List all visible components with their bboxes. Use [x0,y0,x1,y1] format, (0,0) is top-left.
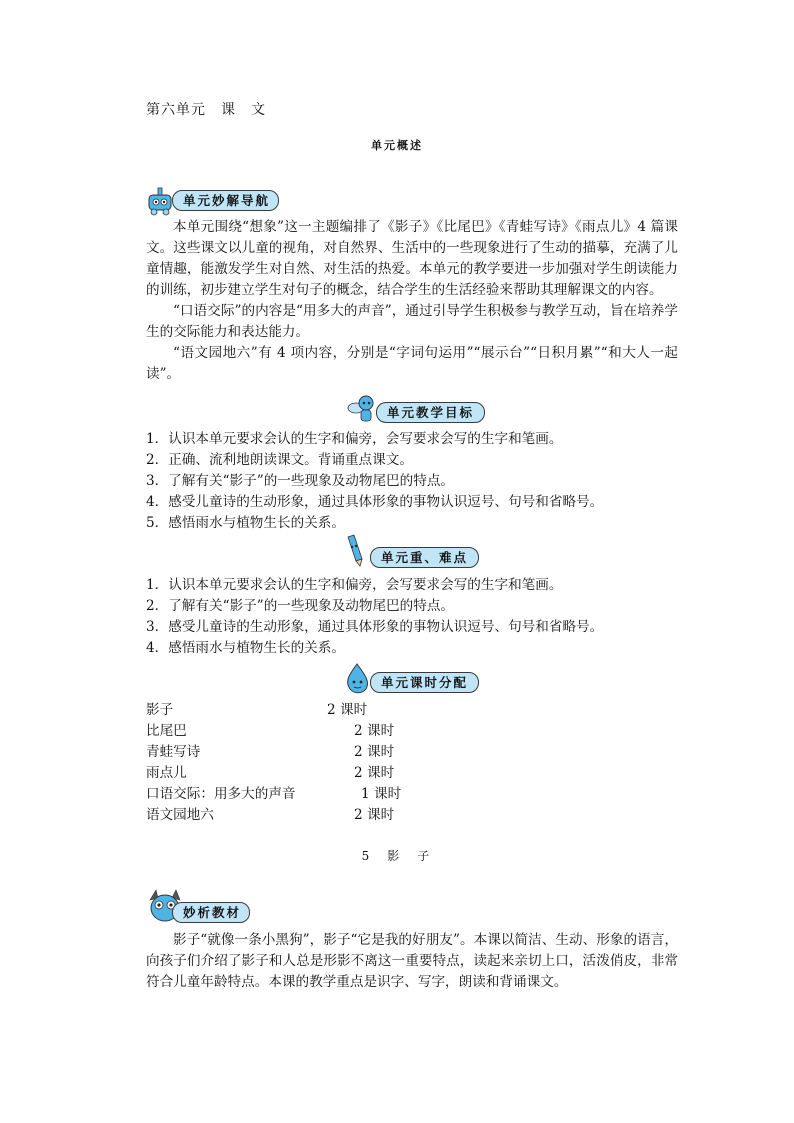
schedule-lesson: 口语交际：用多大的声音 [146,786,296,802]
banner-keypoints-label: 单元重、难点 [370,547,479,568]
schedule-row [146,700,446,721]
intro-paragraph-3: “语文园地六”有 4 项内容，分别是“字词句运用”“展示台”“日积月累”“和大人一起读”。 [146,345,678,382]
schedule-row [146,763,446,784]
schedule-hours: 2 课时 [354,723,395,739]
intro-paragraph-2: “口语交际”的内容是“用多大的声音”，通过引导学生积极参与教学互动，旨在培养学生的交际能力和表达能力。 [146,303,678,340]
schedule-lesson: 青蛙写诗 [146,744,201,760]
banner-guide-label: 单元妙解导航 [172,190,279,211]
schedule-lesson: 雨点儿 [146,765,187,781]
schedule-row [146,742,446,763]
mascot-pencil-icon [340,533,374,569]
keypoint-item: 2．了解有关“影子”的一些现象及动物尾巴的特点。 [146,598,455,614]
schedule-table [146,700,446,826]
schedule-hours: 2 课时 [354,744,395,760]
keypoints-list [146,575,666,659]
schedule-hours: 2 课时 [327,702,368,718]
banner-analysis-label: 妙析教材 [172,902,250,923]
schedule-lesson: 语文园地六 [146,807,214,823]
banner-goals [346,398,486,424]
schedule-row [146,784,446,805]
goal-item: 3．了解有关“影子”的一些现象及动物尾巴的特点。 [146,473,455,489]
schedule-row [146,721,446,742]
overview-title: 单元概述 [371,139,423,152]
schedule-hours: 2 课时 [354,765,395,781]
schedule-lesson: 影子 [146,702,174,718]
keypoint-item: 4．感悟雨水与植物生长的关系。 [146,640,345,656]
keypoint-item: 3．感受儿童诗的生动形象，通过具体形象的事物认识逗号、句号和省略号。 [146,619,604,635]
schedule-row [146,805,446,826]
goal-item: 1．认识本单元要求会认的生字和偏旁，会写要求会写的生字和笔画。 [146,431,563,447]
analysis-paragraph: 影子“就像一条小黑狗”，影子“它是我的好朋友”。本课以简洁、生动、形象的语言，向孩子们介绍了影子和人总是形影不离这一重要特点，读起来亲切上口，活泼俏皮，非常符合儿童年龄特点。本课的教学重点是识字、写字，朗读和背诵课文。 [146,932,678,990]
goals-list [146,429,666,534]
lesson-title: 5 影 子 [361,849,433,863]
schedule-hours: 1 课时 [361,786,402,802]
banner-schedule [340,668,490,694]
goal-item: 5．感悟雨水与植物生长的关系。 [146,515,345,531]
schedule-hours: 2 课时 [354,807,395,823]
goal-item: 2．正确、流利地朗读课文。背诵重点课文。 [146,452,413,468]
banner-goals-label: 单元教学目标 [376,402,485,423]
banner-keypoints [340,543,480,569]
unit-header: 第六单元 课 文 [146,102,266,118]
keypoint-item: 1．认识本单元要求会认的生字和偏旁，会写要求会写的生字和笔画。 [146,577,563,593]
banner-schedule-label: 单元课时分配 [370,672,479,693]
banner-analysis [146,898,266,924]
goal-item: 4．感受儿童诗的生动形象，通过具体形象的事物认识逗号、句号和省略号。 [146,494,604,510]
intro-paragraph-1: 本单元围绕“想象”这一主题编排了《影子》《比尾巴》《青蛙写诗》《雨点儿》4 篇课文。这些课文以儿童的视角，对自然界、生活中的一些现象进行了生动的描摹，充满了儿童情趣，能激发学生对自然、对生活的热爱。本单元的教学要进一步加强对学生朗读能力的训练，初步建立学生对句子的概念，结合学生的生活经验来帮助其理解课文的内容。 [146,219,678,298]
schedule-lesson: 比尾巴 [146,723,187,739]
banner-guide [146,186,306,212]
